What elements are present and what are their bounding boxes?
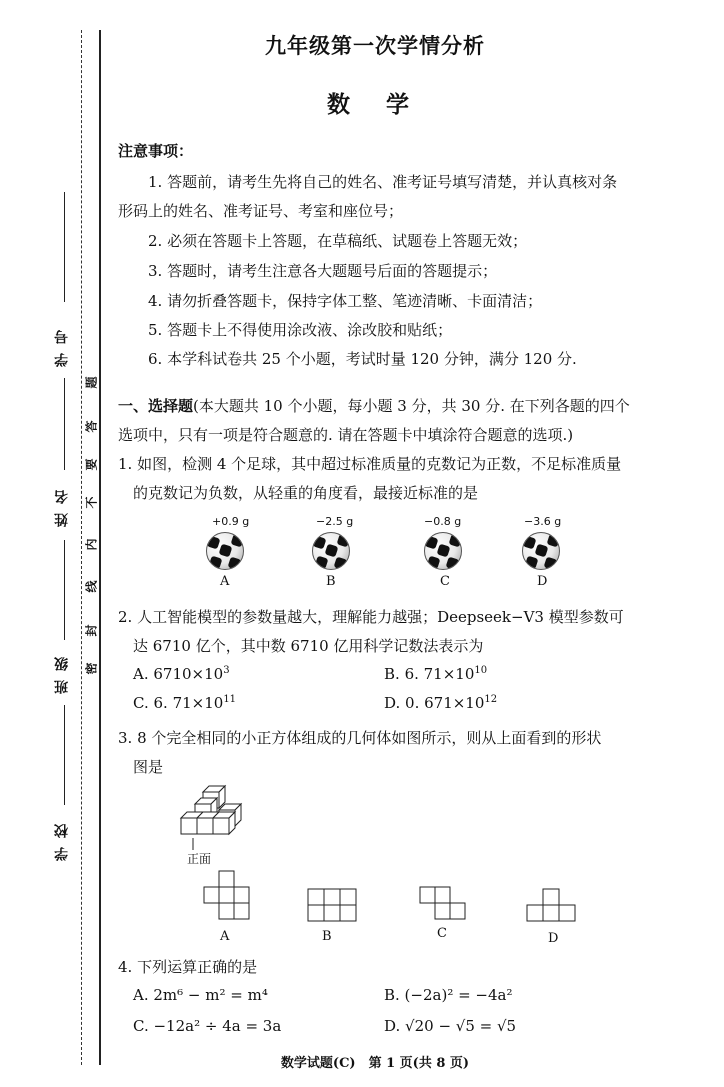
soccer-ball-icon bbox=[206, 532, 244, 570]
q4-option-d[interactable]: D. √20 − √5 = √5 bbox=[384, 1017, 517, 1035]
ball-option-label: A bbox=[220, 574, 230, 589]
seal-char: 要 bbox=[84, 458, 99, 471]
note-item: 2. 必须在答题卡上答题，在草稿纸、试题卷上答题无效； bbox=[148, 232, 528, 250]
section-heading: 一、选择题 bbox=[118, 397, 194, 415]
q4-stem: 4. 下列运算正确的是 bbox=[118, 958, 258, 976]
q3-stem: 3. 8 个完全相同的小正方体组成的几何体如图所示，则从上面看到的形状 bbox=[118, 729, 602, 747]
ball-weight: −3.6 g bbox=[524, 515, 562, 528]
q3-stem-2: 图是 bbox=[133, 758, 164, 776]
q2-option-a[interactable]: A. $6710\times 10^3$ bbox=[133, 665, 230, 683]
notes-heading: 注意事项： bbox=[118, 142, 194, 160]
seal-char: 密 bbox=[84, 662, 99, 675]
note-item: 1. 答题前，请考生先将自己的姓名、准考证号填写清楚，并认真核对条 bbox=[148, 173, 618, 191]
cube-figure bbox=[175, 780, 255, 860]
q2-option-b[interactable]: B. 6. $71\times 10^{10}$ bbox=[384, 665, 488, 683]
q4-option-c[interactable]: C. −12a² ÷ 4a = 3a bbox=[133, 1017, 282, 1035]
seal-char: 不 bbox=[84, 496, 99, 509]
q3-option-b-figure[interactable] bbox=[307, 888, 357, 922]
q3-option-d-figure[interactable] bbox=[526, 888, 576, 924]
page-footer: 数学试题(C) 第 1 页(共 8 页) bbox=[280, 1056, 470, 1071]
q2-option-d[interactable]: D. 0. $671\times 10^{12}$ bbox=[384, 694, 498, 712]
seal-char: 答 bbox=[84, 420, 99, 433]
seal-char: 线 bbox=[84, 580, 99, 593]
q3-option-label: A bbox=[220, 929, 230, 944]
q3-option-label: B bbox=[322, 929, 332, 944]
q2-option-c[interactable]: C. 6. $71\times 10^{11}$ bbox=[133, 694, 237, 712]
student-id-label: 学 号 bbox=[54, 328, 70, 367]
seal-char: 题 bbox=[84, 376, 99, 389]
ball-weight: +0.9 g bbox=[212, 515, 250, 528]
note-item: 6. 本学科试卷共 25 个小题，考试时量 120 分钟，满分 120 分. bbox=[148, 350, 577, 368]
name-underline bbox=[64, 378, 65, 470]
school-underline bbox=[64, 705, 65, 805]
ball-option-label: B bbox=[326, 574, 336, 589]
class-underline bbox=[64, 540, 65, 640]
soccer-ball-icon bbox=[522, 532, 560, 570]
section-heading-line bbox=[118, 395, 630, 416]
soccer-ball-icon bbox=[312, 532, 350, 570]
seal-char: 封 bbox=[84, 624, 99, 637]
section-desc: (本大题共 10 个小题，每小题 3 分，共 30 分. 在下列各题的四个 bbox=[193, 397, 630, 415]
ball-option-label: D bbox=[537, 574, 548, 589]
note-item: 4. 请勿折叠答题卡，保持字体工整、笔迹清晰、卡面清洁； bbox=[148, 292, 543, 310]
q2-stem-2: 达 6710 亿个，其中数 6710 亿用科学记数法表示为 bbox=[133, 637, 484, 655]
q3-option-label: D bbox=[548, 931, 559, 946]
q2-stem: 2. 人工智能模型的参数量越大，理解能力越强；Deepseek−V3 模型参数可 bbox=[118, 608, 624, 626]
q4-option-a[interactable]: A. 2m⁶ − m² = m⁴ bbox=[133, 986, 268, 1004]
class-label: 班 级 bbox=[54, 655, 70, 694]
q3-option-c-figure[interactable] bbox=[419, 886, 467, 922]
ball-option-label: C bbox=[440, 574, 450, 589]
q4-option-b[interactable]: B. (−2a)² = −4a² bbox=[384, 986, 513, 1004]
name-label: 姓 名 bbox=[54, 488, 70, 527]
ball-weight: −2.5 g bbox=[316, 515, 354, 528]
front-view-label: 正面 bbox=[187, 852, 212, 866]
q3-option-a-figure[interactable] bbox=[203, 870, 251, 920]
subject-title: 数 学 bbox=[326, 91, 423, 118]
exam-title: 九年级第一次学情分析 bbox=[265, 33, 485, 58]
soccer-ball-icon bbox=[424, 532, 462, 570]
q1-stem: 1. 如图，检测 4 个足球，其中超过标准质量的克数记为正数，不足标准质量 bbox=[118, 455, 622, 473]
note-item: 5. 答题卡上不得使用涂改液、涂改胶和贴纸； bbox=[148, 321, 453, 339]
student-id-underline bbox=[64, 192, 65, 302]
ball-weight: −0.8 g bbox=[424, 515, 462, 528]
note-item: 3. 答题时，请考生注意各大题题号后面的答题提示； bbox=[148, 262, 498, 280]
note-item: 形码上的姓名、准考证号、考室和座位号； bbox=[118, 202, 404, 220]
section-desc-2: 选项中，只有一项是符合题意的. 请在答题卡中填涂符合题意的选项.) bbox=[118, 426, 574, 444]
q3-option-label: C bbox=[437, 926, 447, 941]
school-label: 学 校 bbox=[54, 822, 70, 861]
seal-char: 内 bbox=[84, 538, 99, 551]
q1-stem-2: 的克数记为负数，从轻重的角度看，最接近标准的是 bbox=[133, 484, 479, 502]
